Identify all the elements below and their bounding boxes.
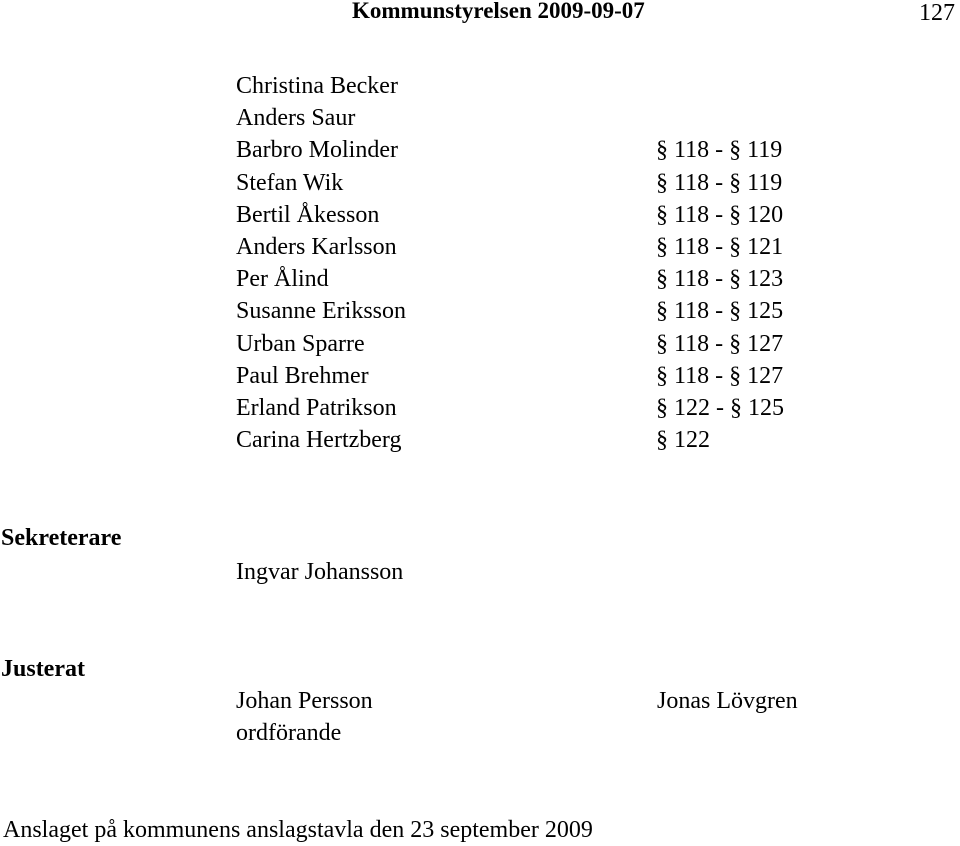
header-title: Kommunstyrelsen 2009-09-07	[352, 0, 645, 23]
attendee-row	[236, 328, 856, 360]
attendee-row	[236, 102, 856, 134]
attendee-row	[236, 392, 856, 424]
attendee-paragraphs: § 118 - § 125	[656, 298, 784, 325]
secretary-label: Sekreterare	[1, 525, 122, 551]
posted-notice: Anslaget på kommunens anslagstavla den 23 september 2009	[3, 817, 593, 843]
attendee-paragraphs: § 122 - § 125	[656, 394, 784, 421]
attendee-name: Susanne Eriksson	[236, 298, 406, 325]
attendee-paragraphs: § 118 - § 127	[656, 330, 784, 357]
attendee-paragraphs: § 118 - § 123	[656, 266, 784, 293]
attendee-name: Stefan Wik	[236, 169, 344, 196]
attendee-row	[236, 263, 856, 295]
attendee-row	[236, 70, 856, 102]
attendee-row	[236, 167, 856, 199]
adjuster-name: Jonas Lövgren	[657, 688, 798, 714]
secretary-name: Ingvar Johansson	[236, 559, 404, 585]
adjusted-label: Justerat	[1, 656, 85, 682]
attendee-row	[236, 295, 856, 327]
attendee-paragraphs: § 122	[656, 427, 710, 454]
attendee-paragraphs: § 118 - § 119	[656, 137, 783, 164]
attendee-paragraphs: § 118 - § 119	[656, 169, 783, 196]
attendee-row	[236, 231, 856, 263]
page-number: 127	[919, 0, 955, 26]
attendee-name: Barbro Molinder	[236, 137, 398, 164]
attendee-name: Per Ålind	[236, 266, 329, 293]
attendee-paragraphs: § 118 - § 120	[656, 201, 784, 228]
attendee-row	[236, 134, 856, 166]
attendee-row	[236, 360, 856, 392]
attendee-row	[236, 199, 856, 231]
attendee-name: Anders Karlsson	[236, 233, 397, 260]
attendee-paragraphs: § 118 - § 121	[656, 233, 784, 260]
chair-title: ordförande	[236, 720, 342, 746]
attendee-list	[236, 70, 856, 456]
attendee-name: Christina Becker	[236, 73, 398, 99]
attendee-name: Carina Hertzberg	[236, 427, 402, 454]
attendee-name: Anders Saur	[236, 105, 356, 132]
attendee-name: Bertil Åkesson	[236, 201, 380, 228]
attendee-paragraphs: § 118 - § 127	[656, 362, 784, 389]
attendee-row	[236, 424, 856, 456]
attendee-name: Erland Patrikson	[236, 394, 397, 421]
attendee-name: Urban Sparre	[236, 330, 365, 357]
chair-name: Johan Persson	[236, 688, 373, 714]
attendee-name: Paul Brehmer	[236, 362, 369, 389]
